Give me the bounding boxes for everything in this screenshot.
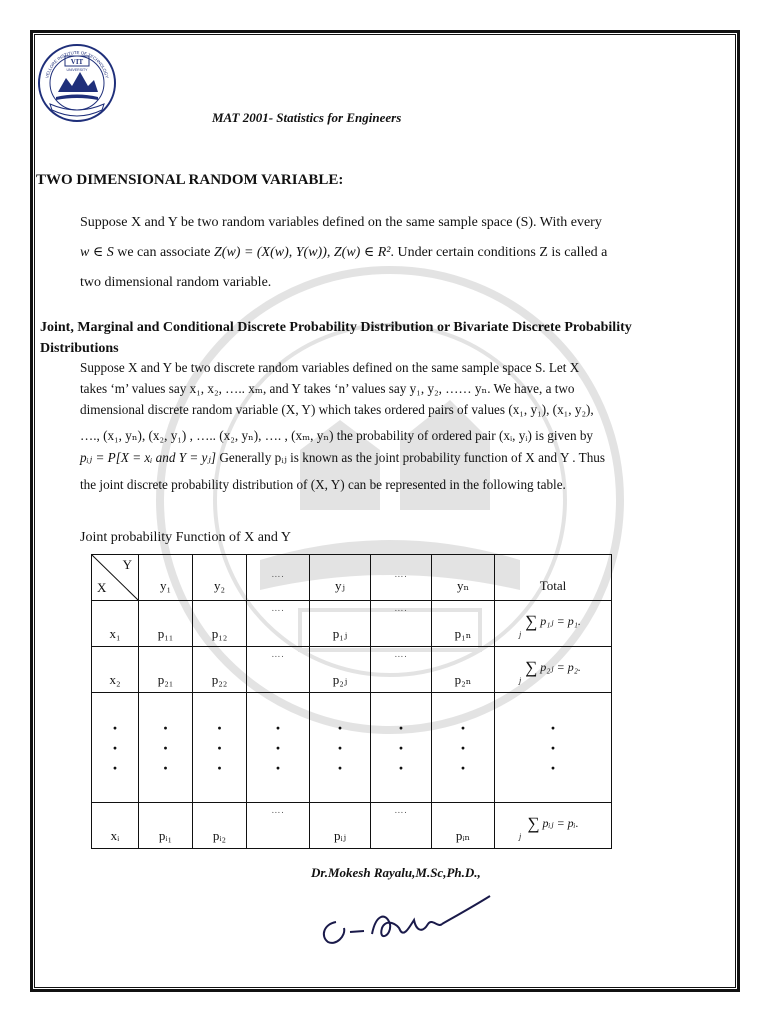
- course-title: MAT 2001- Statistics for Engineers: [212, 110, 402, 125]
- math-z-definition: Z(w) = (X(w), Y(w)), Z(w) ∈ R²: [214, 245, 391, 260]
- logo-arc-text: VELLORE INSTITUTE OF TECHNOLOGY: [44, 49, 110, 79]
- ellipsis-cell: · · ·: [139, 693, 193, 803]
- cell-gap: [371, 647, 432, 693]
- corner-label-x: X: [97, 580, 107, 595]
- cell-p1j: [310, 601, 371, 647]
- row-total-expression: p₁ⱼ = p₁.: [540, 614, 581, 628]
- intro-line-3: two dimensional random variable.: [80, 275, 272, 290]
- body-paragraph-b: [80, 428, 735, 498]
- row-label-x2: [92, 647, 139, 693]
- dots: ….: [271, 805, 285, 815]
- header-yn: yₙ: [432, 555, 495, 601]
- sum-index: j: [519, 832, 522, 841]
- row-label-xi: [92, 803, 139, 849]
- ellipsis-cell: · · ·: [495, 693, 612, 803]
- row-label-x1: [92, 601, 139, 647]
- row-label: x₂: [109, 672, 121, 687]
- subsection-title: Joint, Marginal and Conditional Discrete Probability Distribution or Bivariate Discrete Probability Distributions: [40, 320, 632, 356]
- vit-logo: [36, 42, 118, 124]
- cell-pin: [432, 803, 495, 849]
- table-row: [92, 601, 612, 647]
- cell-p12: [193, 601, 247, 647]
- cell-value: pᵢ₁: [158, 828, 173, 843]
- dots: ….: [394, 805, 408, 815]
- corner-cell: [92, 555, 139, 601]
- row-total-2: [495, 647, 612, 693]
- header-gap-2: [371, 555, 432, 601]
- table-header-row: [92, 555, 612, 601]
- cell-p22: [193, 647, 247, 693]
- ellipsis-cell: · · ·: [371, 693, 432, 803]
- body-line-2: takes ‘m’ values say x₁, x₂, ….. xₘ, and Y takes ‘n’ values say y₁, y₂, …… yₙ. We have, a two: [80, 381, 575, 396]
- body-line-5-text: Generally pᵢⱼ is known as the joint probability function of X and Y . Thus: [216, 450, 606, 465]
- cell-gap: [247, 803, 310, 849]
- logo-text-vit: VIT: [70, 58, 84, 66]
- header-total: Total: [495, 555, 612, 601]
- cell-gap: [247, 601, 310, 647]
- math-pij-definition: pᵢⱼ = P[X = xᵢ and Y = yⱼ]: [80, 450, 217, 465]
- ellipsis-cell: · · ·: [310, 693, 371, 803]
- cell-value: p₁ₙ: [454, 626, 472, 641]
- intro-paragraph: [80, 208, 735, 298]
- cell-pij: [310, 803, 371, 849]
- cell-pi1: [139, 803, 193, 849]
- handwritten-signature: [306, 884, 498, 956]
- body-line-1: Suppose X and Y be two discrete random variables defined on the same sample space S. Let X: [80, 360, 580, 375]
- cell-gap: [247, 647, 310, 693]
- row-total-i: [495, 803, 612, 849]
- body-paragraph-a: [80, 357, 735, 420]
- cell-gap: [371, 803, 432, 849]
- cell-value: p₂ₙ: [454, 672, 472, 687]
- row-label: x₁: [109, 626, 121, 641]
- ellipsis-cell: · · ·: [92, 693, 139, 803]
- sigma-symbol: ∑: [527, 814, 540, 833]
- dots: ….: [271, 569, 285, 579]
- header-y1: y₁: [139, 555, 193, 601]
- author-name: Dr.Mokesh Rayalu,M.Sc,Ph.D.,: [311, 865, 481, 880]
- cell-value: p₁₁: [157, 626, 174, 641]
- math-w-in-s: w ∈ S: [80, 245, 114, 260]
- row-label: xᵢ: [110, 828, 120, 843]
- sum-index: j: [519, 676, 522, 685]
- body-line-6: the joint discrete probability distribution of (X, Y) can be represented in the following table.: [80, 477, 566, 492]
- cell-value: pᵢ₂: [212, 828, 227, 843]
- cell-pi2: [193, 803, 247, 849]
- logo-text-university: UNIVERSITY: [66, 68, 88, 72]
- cell-p11: [139, 601, 193, 647]
- intro-line-2-text-b: . Under certain conditions Z is called a: [390, 245, 608, 260]
- dots: ….: [394, 649, 408, 659]
- header-gap-1: [247, 555, 310, 601]
- body-line-4: …., (x₁, yₙ), (x₂, y₁) , ….. (x₂, yₙ), …. , (xₘ, yₙ) the probability of ordered pair (xᵢ, yᵢ) is given by: [80, 428, 594, 443]
- section-title: TWO DIMENSIONAL RANDOM VARIABLE:: [36, 172, 344, 188]
- table-row: [92, 647, 612, 693]
- header-yj: yⱼ: [310, 555, 371, 601]
- sigma-symbol: ∑: [525, 658, 538, 677]
- sigma-symbol: ∑: [525, 612, 538, 631]
- cell-value: p₁₂: [211, 626, 228, 641]
- table-row: [92, 803, 612, 849]
- ellipsis-cell: · · ·: [247, 693, 310, 803]
- body-line-5: [80, 444, 735, 471]
- body-line-3: dimensional discrete random variable (X, Y) which takes ordered pairs of values (x₁, y₁), (x₁, y₂),: [80, 402, 594, 417]
- row-total-1: [495, 601, 612, 647]
- table-row-ellipsis: [92, 693, 612, 803]
- cell-p21: [139, 647, 193, 693]
- cell-value: pᵢⱼ: [333, 828, 347, 843]
- dots: ….: [394, 603, 408, 613]
- cell-gap: [371, 601, 432, 647]
- cell-value: pᵢₙ: [455, 828, 471, 843]
- intro-line-2: [80, 238, 735, 268]
- ellipsis-cell: · · ·: [432, 693, 495, 803]
- header-y2: y₂: [193, 555, 247, 601]
- cell-value: p₂ⱼ: [332, 672, 348, 687]
- intro-line-2-text-a: we can associate: [113, 245, 214, 260]
- row-total-expression: pᵢⱼ = pᵢ.: [542, 816, 579, 830]
- cell-value: p₂₁: [157, 672, 174, 687]
- cell-value: p₁ⱼ: [332, 626, 348, 641]
- ellipsis-cell: · · ·: [193, 693, 247, 803]
- cell-p2j: [310, 647, 371, 693]
- cell-value: p₂₂: [211, 672, 228, 687]
- corner-label-y: Y: [122, 557, 132, 572]
- table-caption: Joint probability Function of X and Y: [80, 530, 292, 545]
- sum-index: j: [519, 630, 522, 639]
- dots: ….: [271, 649, 285, 659]
- dots: ….: [394, 569, 408, 579]
- joint-probability-table: [91, 554, 612, 849]
- intro-line-1: Suppose X and Y be two random variables defined on the same sample space (S). With every: [80, 215, 602, 230]
- cell-p2n: [432, 647, 495, 693]
- row-total-expression: p₂ⱼ = p₂.: [540, 660, 581, 674]
- dots: ….: [271, 603, 285, 613]
- cell-p1n: [432, 601, 495, 647]
